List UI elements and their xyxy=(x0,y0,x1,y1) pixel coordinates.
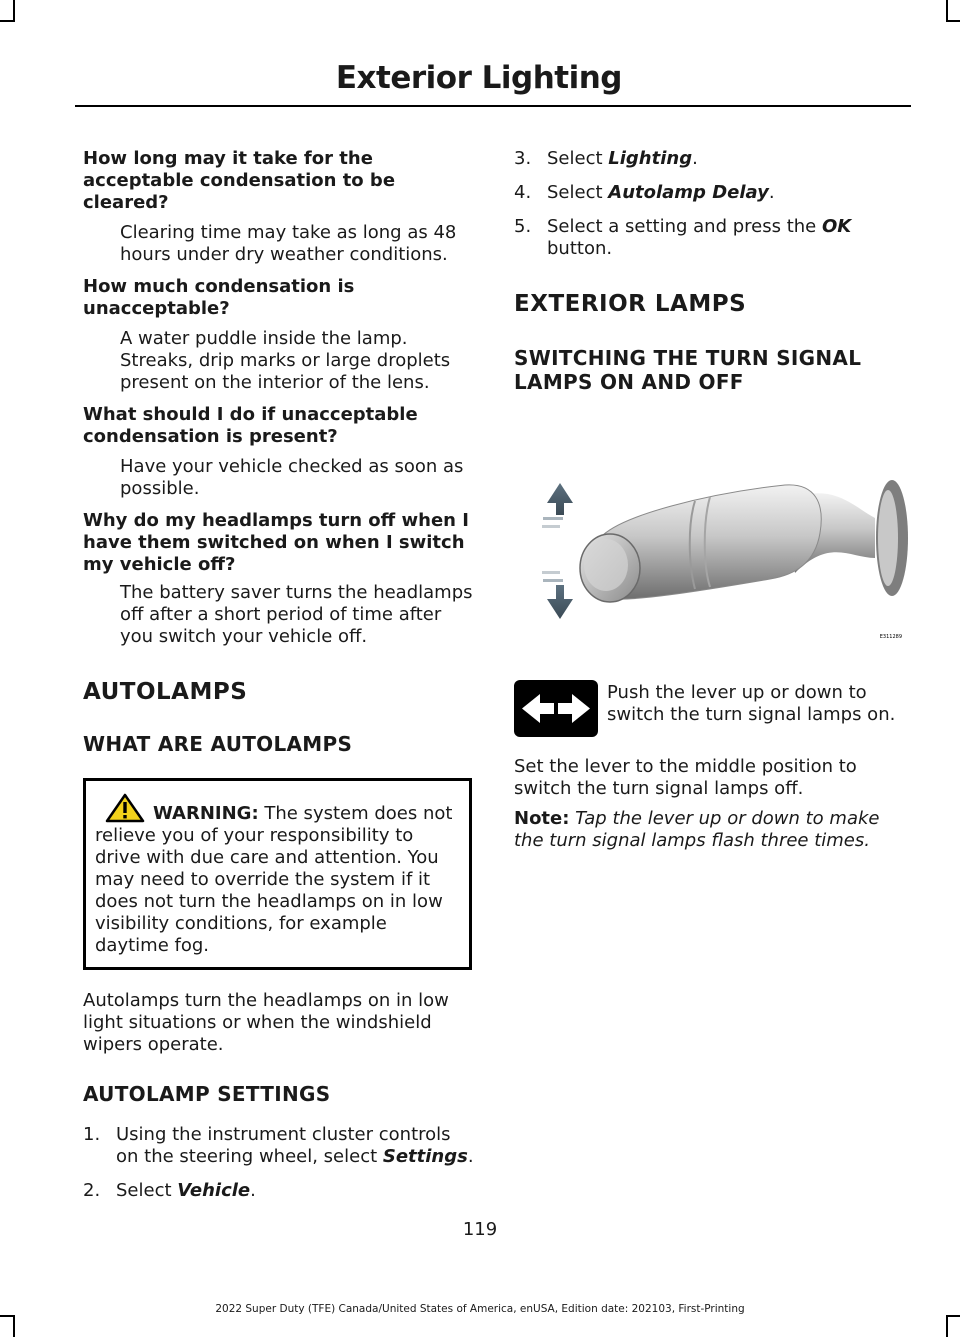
procedure-step xyxy=(514,216,911,260)
faq-answer: A water puddle inside the lamp. Streaks, drip marks or large droplets present on the interior of the lens. xyxy=(120,328,451,393)
step-menu-item: Vehicle xyxy=(177,1180,251,1201)
faq-question: What should I do if unacceptable condensation is present? xyxy=(83,404,418,447)
note-label: Note: xyxy=(514,808,570,829)
down-arrow-icon xyxy=(542,571,573,619)
crop-mark xyxy=(13,1317,15,1337)
push-lever-instruction: Push the lever up or down to switch the turn signal lamps on. xyxy=(607,682,896,725)
left-column xyxy=(83,148,476,1214)
autolamps-description: Autolamps turn the headlamps on in low light situations or when the windshield wipers operate. xyxy=(83,990,449,1055)
subsection-heading-autolamp-settings: AUTOLAMP SETTINGS xyxy=(83,1082,331,1106)
page-number: 119 xyxy=(462,1219,498,1240)
crop-mark xyxy=(946,1315,960,1317)
procedure-step xyxy=(514,148,911,170)
step-menu-item: Settings xyxy=(382,1146,468,1167)
step-text: Select a setting and press the xyxy=(547,216,822,237)
step-number: 4. xyxy=(514,182,532,203)
step-menu-item: Autolamp Delay xyxy=(608,182,769,203)
subsection-heading-turn-signal: SWITCHING THE TURN SIGNAL LAMPS ON AND OFF xyxy=(514,346,862,394)
crop-mark xyxy=(0,20,15,22)
step-text-end: . xyxy=(250,1180,256,1201)
step-text-end: . xyxy=(692,148,698,169)
crop-mark xyxy=(0,1315,15,1317)
step-number: 5. xyxy=(514,216,532,237)
step-text-end: . xyxy=(768,182,775,203)
step-menu-item: Lighting xyxy=(608,148,693,169)
right-column xyxy=(514,148,911,394)
step-number: 3. xyxy=(514,148,532,169)
procedure-step xyxy=(514,182,911,204)
step-text-end: button. xyxy=(547,238,613,259)
warning-text: The system does not relieve you of your responsibility to drive with due care and attention. You may need to override the system if it does not turn the headlamps on in low visibility conditions, for example daytime fog. xyxy=(95,803,453,956)
up-arrow-icon xyxy=(542,483,573,528)
edition-footer: 2022 Super Duty (TFE) Canada/United States of America, enUSA, Edition date: 202103, First-Printing xyxy=(215,1303,745,1315)
faq-answer: Clearing time may take as long as 48 hours under dry weather conditions. xyxy=(120,222,457,265)
subsection-heading-what-are-autolamps: WHAT ARE AUTOLAMPS xyxy=(83,732,353,756)
step-number: 1. xyxy=(83,1124,101,1145)
warning-box xyxy=(83,778,472,970)
step-menu-item: OK xyxy=(821,216,852,237)
header-divider xyxy=(75,105,911,107)
step-text: Select xyxy=(547,182,609,203)
note-text: Tap the lever up or down to make the turn signal lamps flash three times. xyxy=(514,808,880,851)
middle-position-instruction: Set the lever to the middle position to switch the turn signal lamps off. xyxy=(514,756,857,799)
section-heading-exterior-lamps: EXTERIOR LAMPS xyxy=(514,291,747,317)
faq-answer: The battery saver turns the headlamps off after a short period of time after you switch your vehicle off. xyxy=(120,582,473,647)
turn-signal-indicator-icon xyxy=(514,680,598,737)
warning-icon xyxy=(105,793,145,823)
illustration-code: E311289 xyxy=(879,634,902,640)
faq-question: Why do my headlamps turn off when I have them switched on when I switch my vehicle off? xyxy=(83,510,469,575)
faq-question: How long may it take for the acceptable condensation to be cleared? xyxy=(83,148,396,213)
section-heading-autolamps: AUTOLAMPS xyxy=(83,679,248,705)
procedure-step xyxy=(83,1180,476,1202)
warning-label: WARNING: xyxy=(153,803,259,824)
step-text: Select xyxy=(116,1180,178,1201)
crop-mark xyxy=(946,1317,948,1337)
step-text: Using the instrument cluster controls on the steering wheel, select xyxy=(116,1124,451,1167)
page-title: Exterior Lighting xyxy=(335,60,622,96)
step-text-end: . xyxy=(467,1146,474,1167)
crop-mark xyxy=(13,0,15,20)
crop-mark xyxy=(946,0,948,20)
faq-question: How much condensation is unacceptable? xyxy=(83,276,355,319)
procedure-step xyxy=(83,1124,476,1168)
crop-mark xyxy=(946,20,960,22)
note xyxy=(514,808,911,852)
step-text: Select xyxy=(547,148,609,169)
step-number: 2. xyxy=(83,1180,101,1201)
turn-signal-lever-illustration xyxy=(530,463,910,643)
faq-answer: Have your vehicle checked as soon as possible. xyxy=(120,456,464,499)
